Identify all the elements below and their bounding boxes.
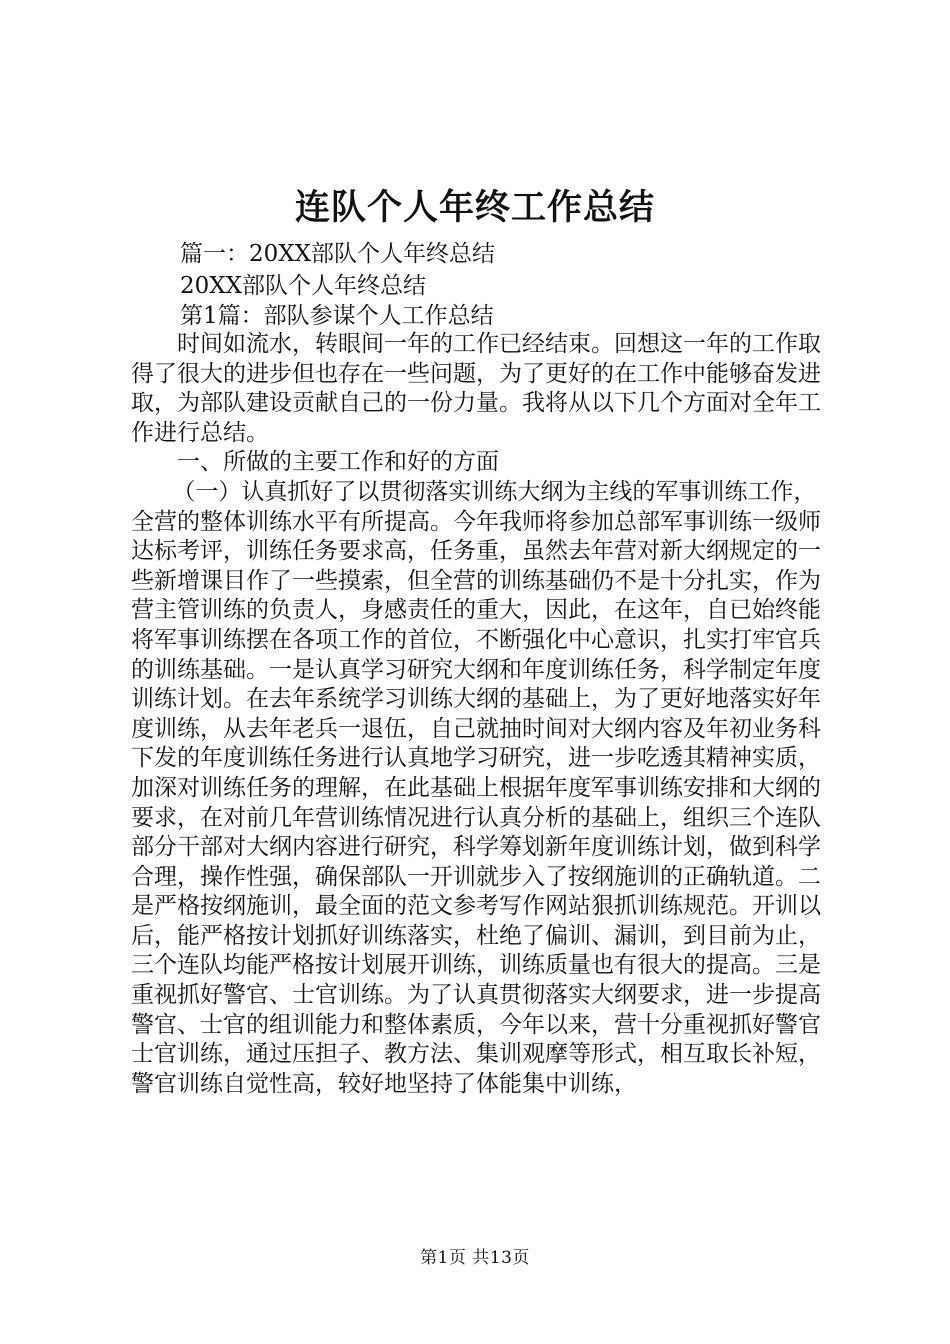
page-footer: 第1页 共13页 [420, 1248, 530, 1268]
paragraph-training: （一）认真抓好了以贯彻落实训练大纲为主线的军事训练工作，全营的整体训练水平有所提高。今年我师将参加总部军事训练一级师达标考评，训练任务要求高，任务重，虽然去年营对新大纲规定的一些新增课目作了一些摸索，但全营的训练基础仍不是十分扎实，作为营主管训练的负责人，身感责任的重大，因此，在这年，自已始终能将军事训练摆在各项工作的首位，不断强化中心意识，扎实打牢官兵的训练基础。一是认真学习研究大纲和年度训练任务，科学制定年度训练计划。在去年系统学习训练大纲的基础上，为了更好地落实好年度训练，从去年老兵一退伍，自己就抽时间对大纲内容及年初业务科下发的年度训练任务进行认真地学习研究，进一步吃透其精神实质，加深对训练任务的理解，在此基础上根据年度军事训练安排和大纲的要求，在对前几年营训练情况进行认真分析的基础上，组织三个连队部分干部对大纲内容进行研究，科学筹划新年度训练计划，做到科学合理，操作性强，确保部队一开训就步入了按纲施训的正确轨道。二是严格按纲施训，最全面的范文参考写作网站狠抓训练规范。开训以后，能严格按计划抓好训练落实，杜绝了偏训、漏训，到目前为止，三个连队均能严格按计划展开训练，训练质量也有很大的提高。三是重视抓好警官、士官训练。为了认真贯彻落实大纲要求，进一步提高警官、士官的组训能力和整体素质，今年以来，营十分重视抓好警官士官训练，通过压担子、教方法、集训观摩等形式，相互取长补短，警官训练自觉性高，较好地坚持了体能集中训练， [131, 478, 821, 1097]
subtitle-line-1: 篇一：20XX部队个人年终总结 [180, 241, 496, 267]
document-body [131, 330, 831, 1099]
subtitle-line-3: 第1篇：部队参谋个人工作总结 [180, 303, 494, 329]
document-title: 连队个人年终工作总结 [294, 187, 655, 228]
paragraph-intro: 时间如流水，转眼间一年的工作已经结束。回想这一年的工作取得了很大的进步但也存在一些问题，为了更好的在工作中能够奋发进取，为部队建设贡献自己的一份力量。我将从以下几个方面对全年工作进行总结。 [131, 331, 821, 446]
subtitle-line-2: 20XX部队个人年终总结 [180, 273, 427, 299]
section-heading: 一、所做的主要工作和好的方面 [177, 449, 499, 476]
